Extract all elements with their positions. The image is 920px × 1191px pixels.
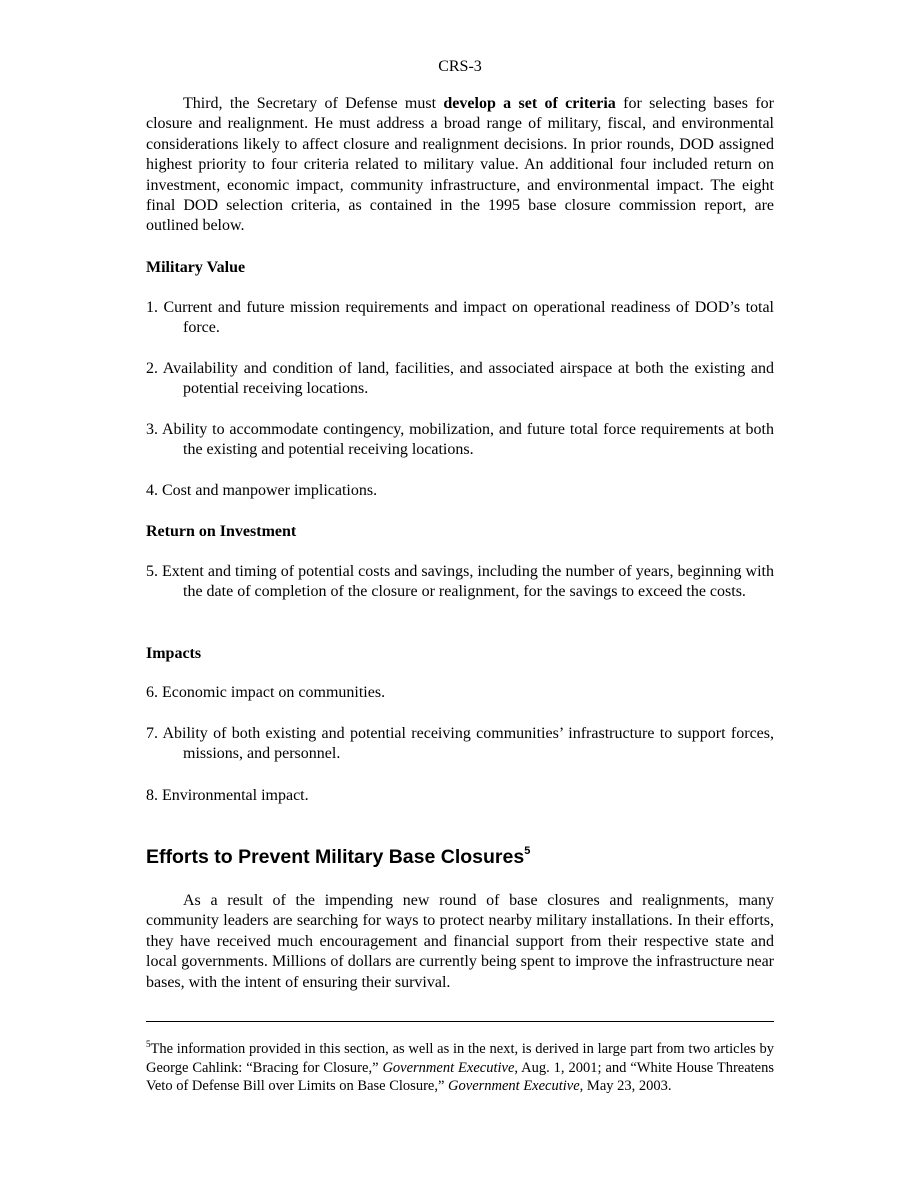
page-number: CRS-3 <box>438 58 482 75</box>
return-on-investment-heading: Return on Investment <box>146 523 297 540</box>
section-paragraph: As a result of the impending new round of base closures and realignments, many community leaders are searching for ways to protect nearby military installations. In their efforts, they have received much encouragement and financial support from their respective state and local governments. Millions of dollars are currently being spent to improve the infrastructure near bases, with the intent of ensuring their survival. <box>146 892 774 991</box>
criterion-7: 7. Ability of both existing and potential receiving communities’ infrastructure to support forces, missions, and personnel. <box>146 725 774 763</box>
impacts-heading: Impacts <box>146 645 202 662</box>
intro-paragraph <box>146 94 774 237</box>
footnote-source-1: Government Executive <box>382 1059 515 1076</box>
footnote-text-middle: , Aug. 1, 2001; and “White House Threatens Veto of Defense Bill over Limits on Base Closure,” <box>146 1059 775 1095</box>
criterion-3: 3. Ability to accommodate contingency, mobilization, and future total force requirements at both the existing and potential receiving locations. <box>146 421 774 459</box>
criterion-4: 4. Cost and manpower implications. <box>146 482 378 499</box>
criterion-8: 8. Environmental impact. <box>146 787 309 804</box>
footnote-text-start: The information provided in this section, as well as in the next, is derived in large part from two articles by George Cahlink: “Bracing for Closure,” <box>146 1041 774 1076</box>
footnote-marker: 5 <box>146 1039 151 1049</box>
criterion-2: 2. Availability and condition of land, facilities, and associated airspace at both the existing and potential receiving locations. <box>146 360 774 398</box>
intro-emphasis: develop a set of criteria <box>443 95 616 112</box>
criterion-1: 1. Current and future mission requirements and impact on operational readiness of DOD’s total force. <box>146 299 774 337</box>
military-value-heading: Military Value <box>146 259 246 276</box>
intro-text-end: for selecting bases for closure and realignment. He must address a broad range of military, fiscal, and environmental considerations likely to affect closure and realignment decisions. In prior rounds, DOD assigned highest priority to four criteria related to military value. An additional four included return on investment, economic impact, community infrastructure, and environmental impact. The eight final DOD selection criteria, as contained in the 1995 base closure commission report, are outlined below. <box>146 95 775 235</box>
footnote-divider <box>146 1021 774 1022</box>
intro-text-start: Third, the Secretary of Defense must <box>183 95 444 112</box>
criterion-6: 6. Economic impact on communities. <box>146 684 386 701</box>
section-heading-text: Efforts to Prevent Military Base Closures <box>146 846 525 868</box>
footnote-reference: 5 <box>524 845 531 857</box>
footnote <box>146 1040 774 1096</box>
footnote-text-end: , May 23, 2003. <box>579 1078 672 1095</box>
section-heading <box>146 844 530 870</box>
criterion-5: 5. Extent and timing of potential costs and savings, including the number of years, beginning with the date of completion of the closure or realignment, for the savings to exceed the costs. <box>146 563 774 601</box>
footnote-source-2: Government Executive <box>448 1078 580 1095</box>
